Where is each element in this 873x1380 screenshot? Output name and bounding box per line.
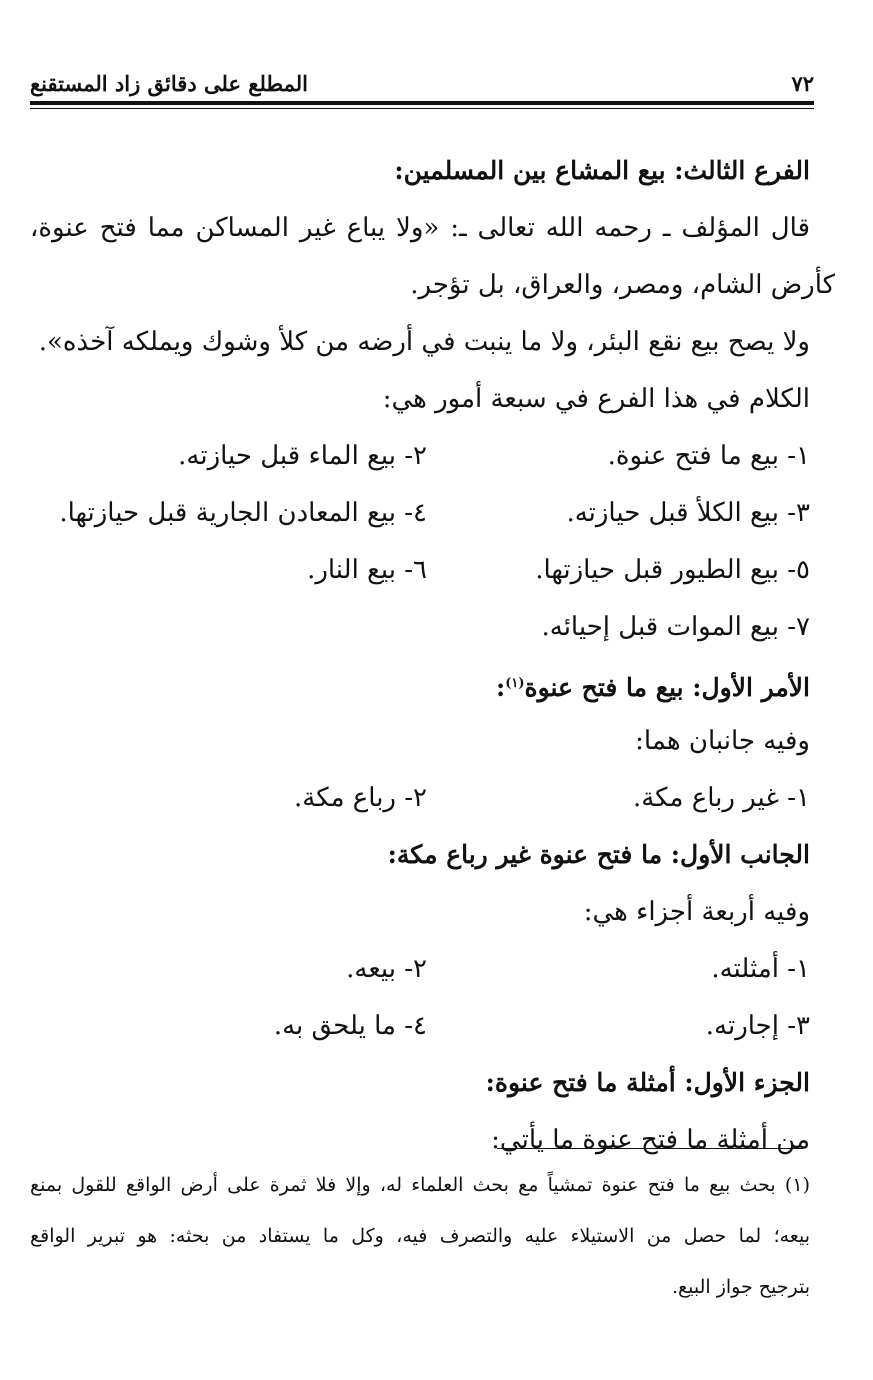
footnote-line: بيعه؛ لما حصل من الاستيلاء عليه والتصرف فيه، وكل ما يستفاد من بحثه: هو تبرير الواقع (30, 1225, 810, 1247)
quote-line: ولا يصح بيع نقع البئر، ولا ما ينبت في أرضه من كلأ وشوك ويملكه آخذه». (38, 327, 810, 357)
running-title: المطلع على دقائق زاد المستقنع (30, 70, 309, 96)
section-title: الفرع الثالث: بيع المشاع بين المسلمين: (394, 156, 810, 185)
list-item: ٧- بيع الموات قبل إحيائه. (541, 612, 810, 642)
quote-line: قال المؤلف ـ رحمه الله تعالى ـ: «ولا يباع غير المساكن مما فتح عنوة، (30, 213, 810, 243)
list-item: ١- بيع ما فتح عنوة. (607, 441, 810, 471)
footnote-line: بترجيح جواز البيع. (671, 1276, 810, 1298)
list-row (30, 944, 810, 1001)
main-text (30, 146, 835, 1172)
list-item: ١- غير رباع مكة. (632, 783, 810, 813)
header-rule-thick (30, 101, 814, 105)
list-item: ٢- بيعه. (346, 954, 427, 984)
footnote-separator (497, 1148, 803, 1149)
list-item: ٢- رباع مكة. (294, 783, 427, 813)
page-header (30, 66, 814, 100)
list-item: ٦- بيع النار. (307, 555, 427, 585)
list-item: ٤- ما يلحق به. (273, 1011, 427, 1041)
examples-intro: من أمثلة ما فتح عنوة ما يأتي: (491, 1125, 810, 1155)
first-matter-title (30, 659, 810, 716)
list-item: ٤- بيع المعادن الجارية قبل حيازتها. (59, 498, 427, 528)
header-rule-thin (30, 108, 814, 109)
list-item: ١- أمثلته. (711, 954, 810, 984)
first-matter-title-text: الأمر الأول: بيع ما فتح عنوة (524, 673, 810, 702)
list-item: ٢- بيع الماء قبل حيازته. (178, 441, 427, 471)
footnote-marker: (١) (505, 676, 525, 691)
first-part-title: الجزء الأول: أمثلة ما فتح عنوة: (485, 1068, 810, 1097)
two-sides-intro: وفيه جانبان هما: (635, 726, 810, 756)
list-item: ٥- بيع الطيور قبل حيازتها. (535, 555, 810, 585)
four-parts-intro: وفيه أربعة أجزاء هي: (583, 897, 810, 927)
footnote-line: (١) بحث بيع ما فتح عنوة تمشياً مع بحث العلماء له، وإلا فلا ثمرة على أرض الواقع للقول بمنع (30, 1174, 810, 1196)
list-row (30, 773, 810, 830)
first-side-title: الجانب الأول: ما فتح عنوة غير رباع مكة: (387, 840, 810, 869)
list-row (30, 488, 810, 545)
quote-line: كأرض الشام، ومصر، والعراق، بل تؤجر. (410, 270, 835, 300)
list-row (30, 431, 810, 488)
list-item: ٣- بيع الكلأ قبل حيازته. (566, 498, 810, 528)
intro-text: الكلام في هذا الفرع في سبعة أمور هي: (382, 384, 810, 414)
title-colon: : (495, 673, 506, 702)
list-item: ٣- إجارته. (705, 1011, 810, 1041)
list-row (30, 1001, 810, 1058)
page-number: ٧٢ (791, 70, 814, 96)
list-row (30, 545, 810, 602)
list-item (30, 602, 427, 659)
footnotes (30, 1162, 810, 1315)
list-row (30, 602, 810, 659)
